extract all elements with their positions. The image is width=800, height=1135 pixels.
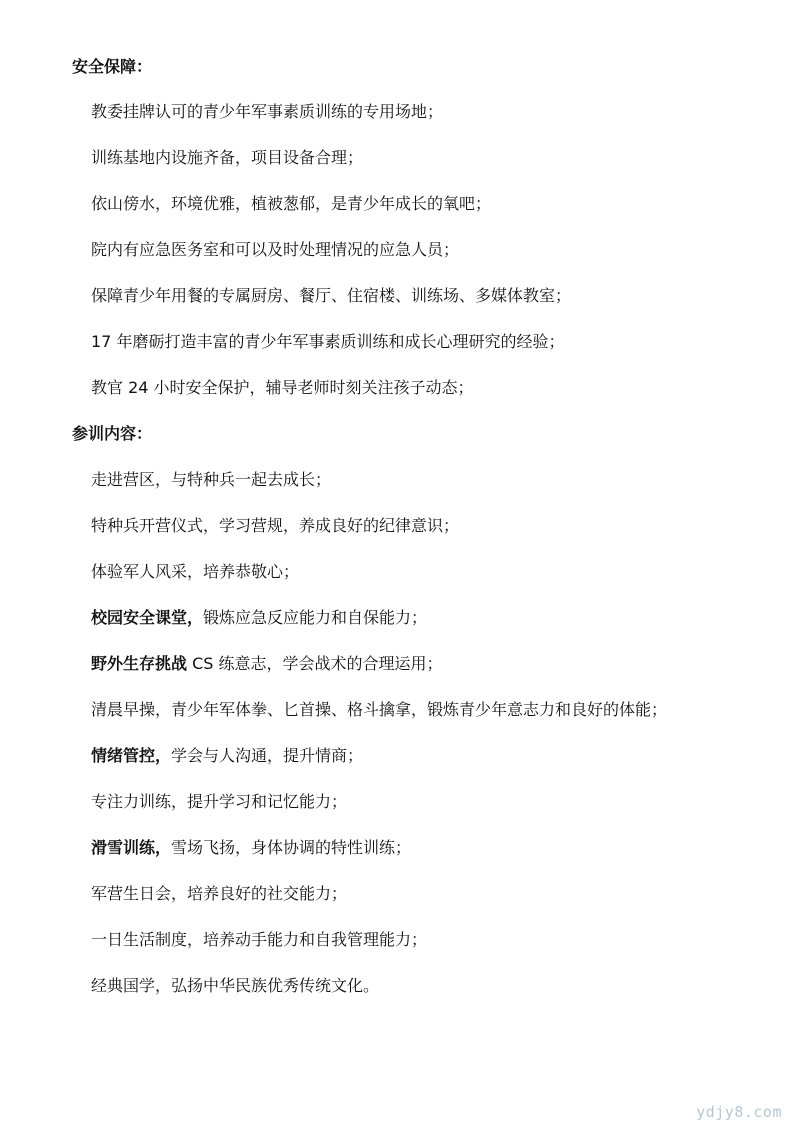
content-item-text: 锻炼应急反应能力和自保能力；: [203, 608, 428, 627]
safety-item: 依山傍水，环境优雅，植被葱郁，是青少年成长的氧吧；: [91, 194, 492, 213]
section-title-safety: 安全保障：: [72, 57, 153, 76]
content-item: [91, 838, 411, 858]
content-item: [91, 976, 379, 996]
content-item-text: CS 练意志，学会战术的合理运用；: [187, 654, 443, 673]
content-item-bold: 情绪管控，: [91, 746, 172, 765]
content-item-text: 经典国学，弘扬中华民族优秀传统文化。: [91, 976, 380, 995]
content-item-text: 特种兵开营仪式，学习营规，养成良好的纪律意识；: [91, 516, 460, 535]
content-item-text: 体验军人风采，培养恭敬心；: [91, 562, 300, 581]
content-item-text: 学会与人沟通，提升情商；: [171, 746, 364, 765]
content-item: [91, 608, 427, 628]
safety-item: 17 年磨砺打造丰富的青少年军事素质训练和成长心理研究的经验；: [91, 332, 565, 351]
content-item: [91, 746, 363, 766]
watermark-text: ydjy8.com: [696, 1103, 782, 1121]
content-item-bold: 校园安全课堂，: [91, 608, 204, 627]
content-item: [91, 654, 443, 674]
content-item-text: 专注力训练，提升学习和记忆能力；: [91, 792, 348, 811]
safety-item: 训练基地内设施齐备，项目设备合理；: [91, 148, 364, 167]
content-item: [91, 470, 331, 490]
safety-item: 院内有应急医务室和可以及时处理情况的应急人员；: [91, 240, 460, 259]
safety-item: 教官 24 小时安全保护，辅导老师时刻关注孩子动态；: [91, 378, 474, 397]
content-item-bold: 野外生存挑战: [91, 654, 188, 673]
safety-item: 保障青少年用餐的专属厨房、餐厅、住宿楼、训练场、多媒体教室；: [91, 286, 572, 305]
content-item: [91, 516, 459, 536]
section-title-content: 参训内容：: [72, 424, 153, 443]
content-item: [91, 930, 427, 950]
safety-item: 教委挂牌认可的青少年军事素质训练的专用场地；: [91, 102, 444, 121]
content-item-bold: 滑雪训练，: [91, 838, 172, 857]
content-item-text: 雪场飞扬，身体协调的特性训练；: [171, 838, 412, 857]
content-item-text: 走进营区，与特种兵一起去成长；: [91, 470, 332, 489]
content-item-text: 清晨早操，青少年军体拳、匕首操、格斗擒拿，锻炼青少年意志力和良好的体能；: [91, 700, 668, 719]
content-item: [91, 884, 347, 904]
content-item-text: 军营生日会，培养良好的社交能力；: [91, 884, 348, 903]
content-item: [91, 792, 347, 812]
content-item-text: 一日生活制度，培养动手能力和自我管理能力；: [91, 930, 428, 949]
content-item: [91, 700, 667, 720]
content-item: [91, 562, 299, 582]
